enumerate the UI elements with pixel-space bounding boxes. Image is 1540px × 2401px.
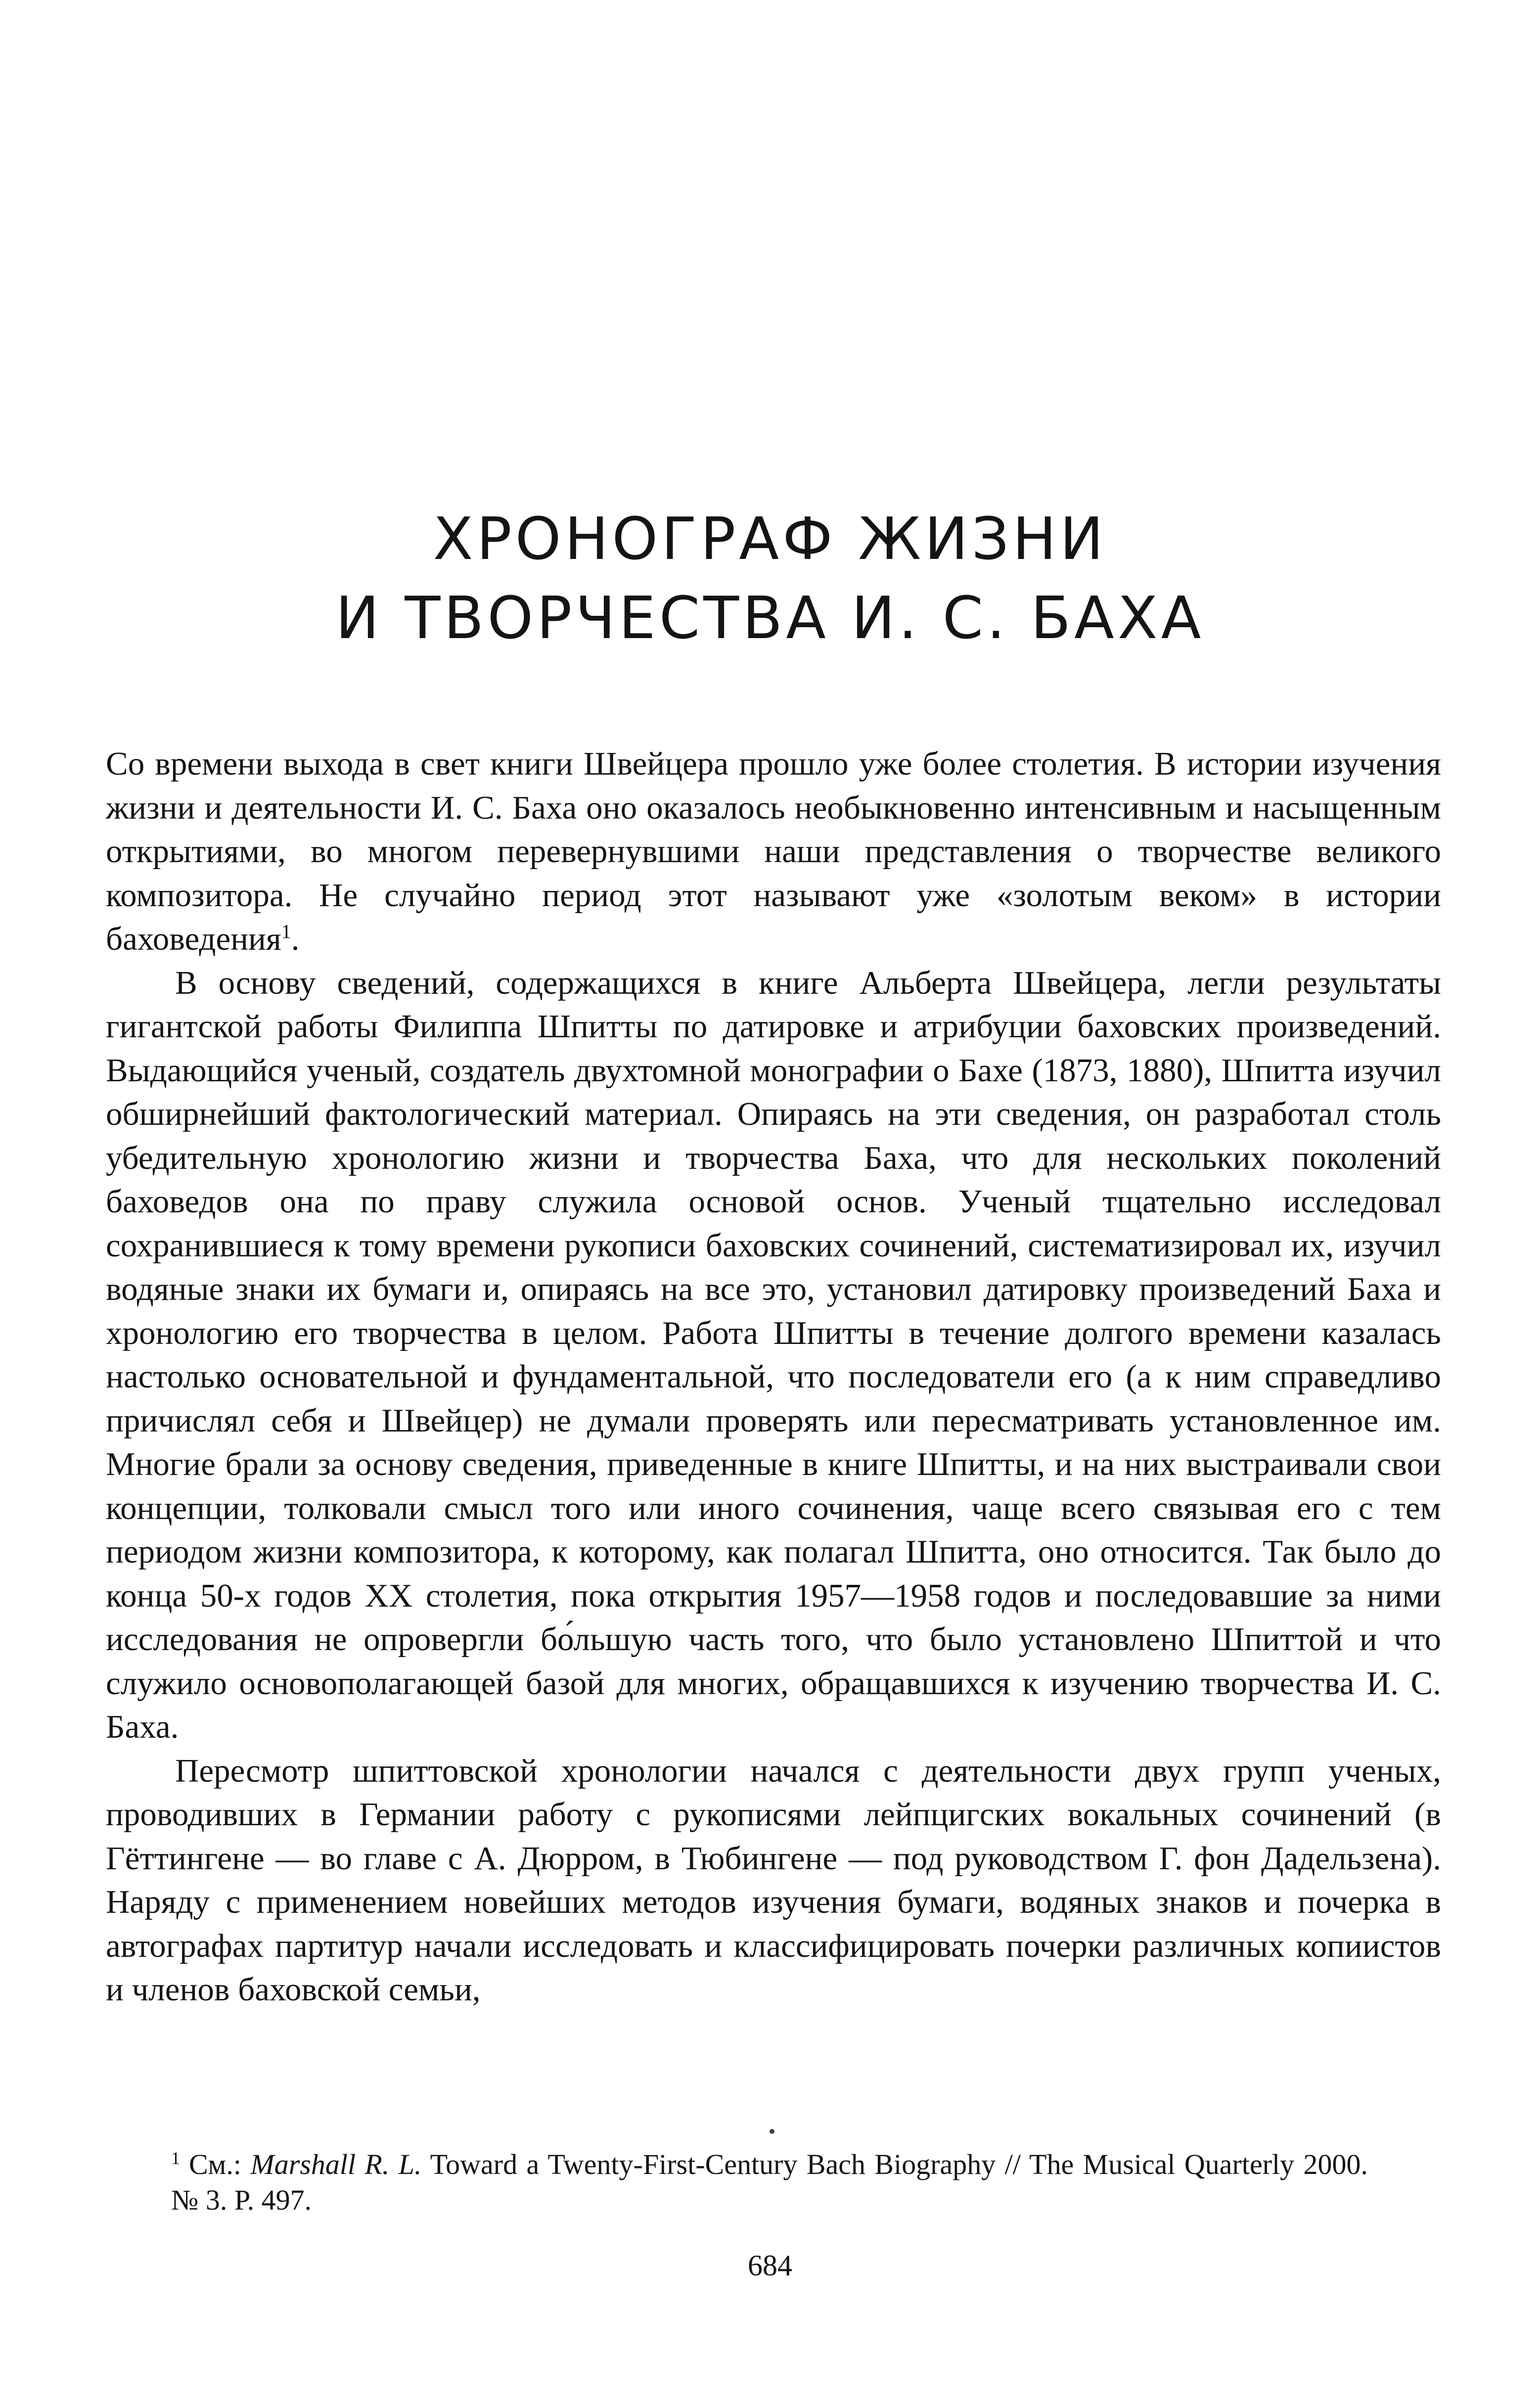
paragraph-2: В основу сведений, содержащихся в книге Альберта Швейцера, легли результаты гигантской работы Филиппа Шпитты по датировке и атрибуции баховских произведений. Выдающийся ученый, создатель двухтомной монографии о Бахе (1873, 1880), Шпитта изучил обширнейший фактологический материал. Опираясь на эти сведения, он разработал столь убедительную хронологию жизни и творчества Баха, что для нескольких поколений баховедов она по праву служила основой основ. Ученый тщательно исследовал сохранившиеся к тому времени рукописи баховских сочинений, систематизировал их, изучил водяные знаки их бумаги и, опираясь на все это, установил датировку произведений Баха и хронологию его творчества в целом. Работа Шпитты в течение долгого времени казалась настолько основательной и фундаментальной, что последователи его (а к ним справедливо причислял себя и Швейцер) не думали проверять или пересматривать установленное им. Многие брали за основу сведения, приведенные в книге Шпитты, и на них выстраивали свои концепции, толковали смысл того или иного сочинения, чаще всего связывая его с тем периодом жизни композитора, к которому, как полагал Шпитта, оно относится. Так было до конца 50-х годов XX столетия, пока открытия 1957—1958 годов и последовавшие за ними исследования не опровергли бо́льшую часть того, что было установлено Шпиттой и что служило основополагающей базой для многих, обращавшихся к изучению творчества И. С. Баха. [106, 964, 1441, 1745]
print-dot [770, 2129, 774, 2134]
footnote-prefix: См.: [189, 2148, 251, 2180]
footnote-citation: Toward a Twenty-First-Century Bach Biography // The Musical Quarterly 2000. № 3. P. 497. [171, 2148, 1368, 2216]
chapter-title-line-1: ХРОНОГРАФ ЖИЗНИ [433, 505, 1107, 573]
footnote-mark: 1 [171, 2148, 180, 2168]
paragraph-1-tail: . [291, 921, 300, 957]
paragraph-1 [106, 742, 1441, 961]
footnote-author: Marshall R. L. [250, 2148, 422, 2180]
chapter-title-line-2: И ТВОРЧЕСТВА И. С. БАХА [335, 584, 1205, 652]
footnote [171, 2147, 1368, 2218]
page-number: 684 [748, 2249, 792, 2282]
paragraph-1-text: Со времени выхода в свет книги Швейцера прошло уже более столетия. В истории изучения жизни и деятельности И. С. Баха оно оказалось необыкновенно интенсивным и насыщенным открытиями, во многом перевернувшими наши представления о творчестве великого композитора. Не случайно период этот называют уже «золотым веком» в истории баховедения [106, 745, 1441, 957]
paragraph-3: Пересмотр шпиттовской хронологии начался с деятельности двух групп ученых, проводивших в Германии работу с рукописями лейпцигских вокальных сочинений (в Гёттингене — во главе с А. Дюрром, в Тюбингене — под руководством Г. фон Дадельзена). Наряду с применением новейших методов изучения бумаги, водяных знаков и почерка в автографах партитур начали исследовать и классифицировать почерки различных копиистов и членов баховской семьи, [106, 1752, 1441, 2008]
body-text [106, 742, 1441, 2012]
footnote-reference: 1 [281, 920, 291, 943]
